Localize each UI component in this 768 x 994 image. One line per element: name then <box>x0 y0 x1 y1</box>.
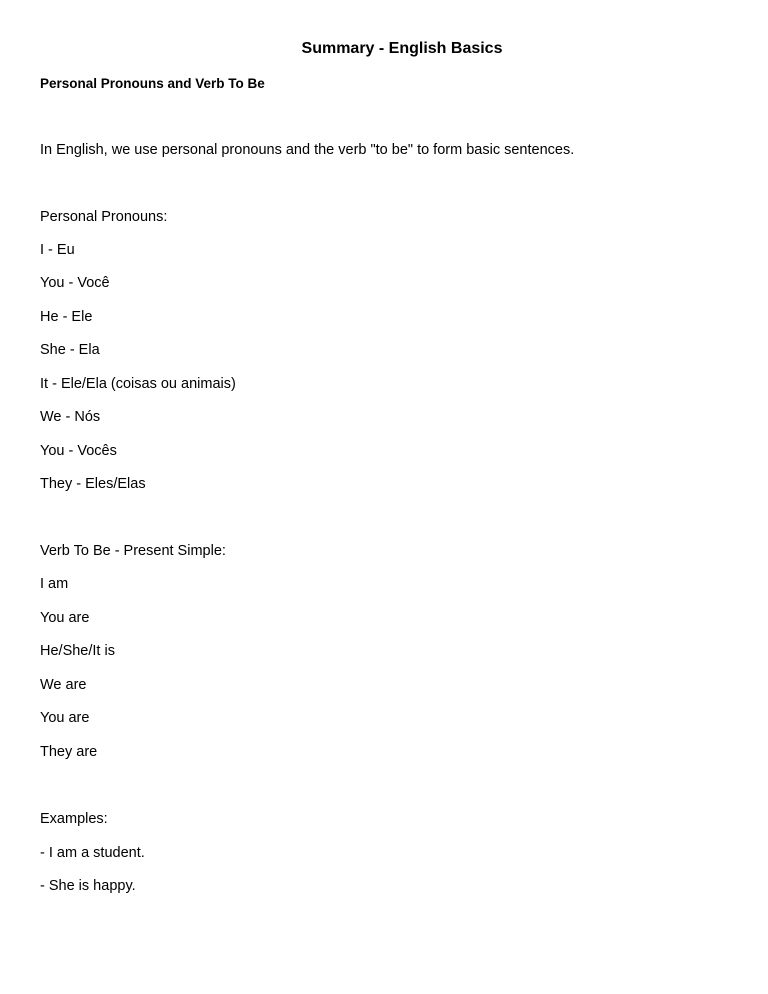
conjugation-item: They are <box>40 744 98 760</box>
pronoun-item: It - Ele/Ela (coisas ou animais) <box>40 376 236 392</box>
conjugation-item: You are <box>40 710 90 726</box>
intro-paragraph: In English, we use personal pronouns and the verb "to be" to form basic sentences. <box>40 142 575 158</box>
pronoun-item: I - Eu <box>40 242 75 258</box>
page-title: Summary - English Basics <box>301 40 503 57</box>
verb-to-be-heading: Verb To Be - Present Simple: <box>40 543 226 559</box>
example-item: - I am a student. <box>40 845 145 861</box>
pronoun-item: You - Você <box>40 275 110 291</box>
conjugation-item: He/She/It is <box>40 643 115 659</box>
conjugation-item: I am <box>40 576 69 592</box>
pronoun-item: You - Vocês <box>40 443 117 459</box>
conjugation-item: You are <box>40 610 90 626</box>
example-item: - She is happy. <box>40 878 136 894</box>
examples-heading: Examples: <box>40 811 108 827</box>
pronoun-item: They - Eles/Elas <box>40 476 146 492</box>
pronoun-item: We - Nós <box>40 409 101 425</box>
pronoun-item: She - Ela <box>40 342 100 358</box>
pronouns-heading: Personal Pronouns: <box>40 209 168 225</box>
section-heading: Personal Pronouns and Verb To Be <box>40 76 265 91</box>
conjugation-item: We are <box>40 677 87 693</box>
pronoun-item: He - Ele <box>40 309 93 325</box>
